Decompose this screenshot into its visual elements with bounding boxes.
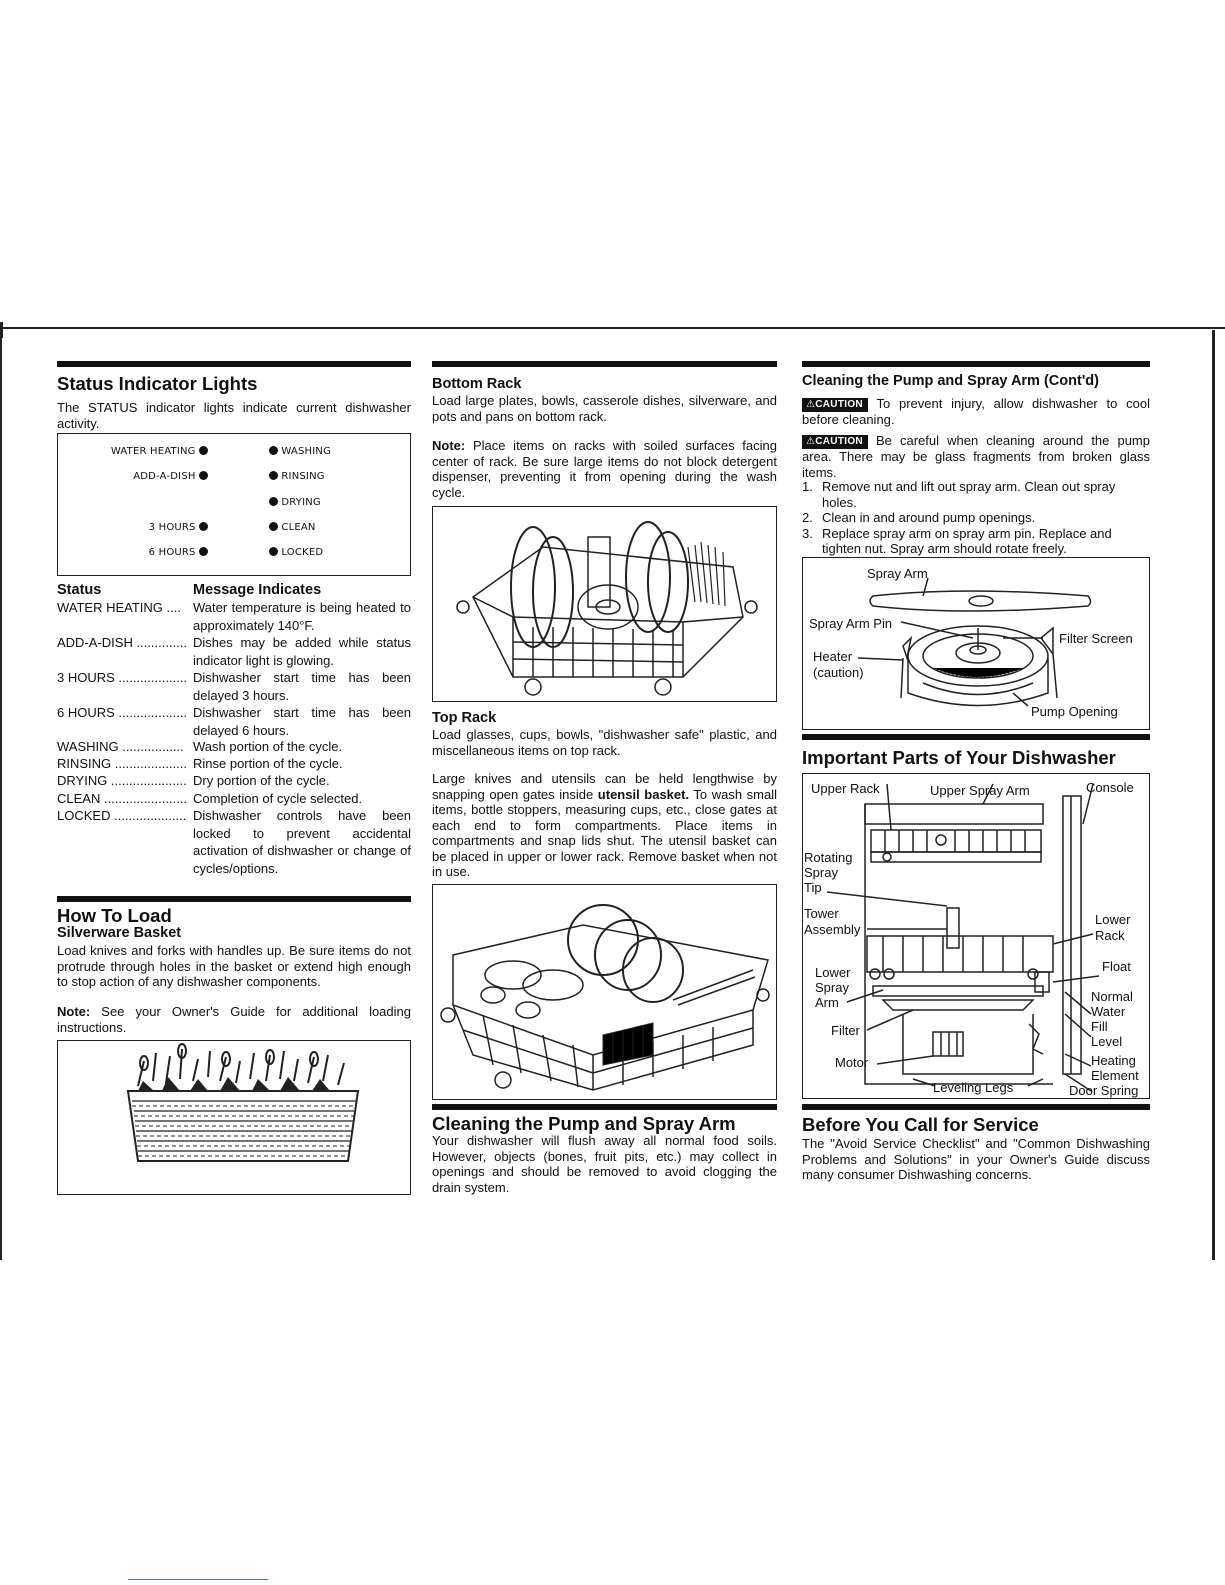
page-top-rule xyxy=(0,327,1225,329)
status-lights-title: Status Indicator Lights xyxy=(57,373,258,394)
label-heater: Heater xyxy=(813,649,853,664)
label-tower: Tower xyxy=(804,906,839,921)
caution-note-2: ⚠CAUTION Be careful when cleaning around the pump area. There may be glass fragments from broken glass items. xyxy=(802,433,1150,480)
indicator-dot-icon xyxy=(269,471,278,480)
label-lower-spray: Lower xyxy=(815,965,851,980)
label-lower: Lower xyxy=(1095,912,1131,927)
label-fill: Fill xyxy=(1091,1019,1108,1034)
status-lights-panel xyxy=(57,433,411,576)
caution-note-1: ⚠CAUTION To prevent injury, allow dishwasher to cool before cleaning. xyxy=(802,396,1150,427)
warning-triangle-icon: ⚠ xyxy=(806,436,816,447)
label-water: Water xyxy=(1091,1004,1126,1019)
section-rule xyxy=(802,734,1150,740)
section-rule xyxy=(802,1104,1150,1110)
utensil-basket-text: Large knives and utensils can be held lengthwise by snapping open gates inside utensil basket. To wash small items, bottle stoppers, measuring cups, etc., close gates at each end to form compartments. Place items in compartments and snap lids shut. The utensil basket can be placed in upper or lower rack. Remove basket when not in use. xyxy=(432,771,778,879)
parts-title: Important Parts of Your Dishwasher xyxy=(802,747,1116,768)
light-washing: WASHING xyxy=(269,446,331,457)
label-pump-opening: Pump Opening xyxy=(1031,704,1118,719)
label-assembly: Assembly xyxy=(804,922,861,937)
silverware-basket-illustration xyxy=(57,1040,411,1195)
light-rinsing: RINSING xyxy=(269,471,325,482)
service-text: The "Avoid Service Checklist" and "Common Dishwashing Problems and Solutions" in your Owner's Guide discuss many consumer Dishwashing concerns. xyxy=(802,1136,1150,1182)
cleaning-steps xyxy=(802,479,1150,557)
service-title: Before You Call for Service xyxy=(802,1114,1039,1135)
step-1: 1. Remove nut and lift out spray arm. Clean out spray holes. xyxy=(802,479,1116,510)
how-to-load-title: How To Load xyxy=(57,905,172,926)
page-left-edge xyxy=(0,330,2,1260)
step-3: 3. Replace spray arm on spray arm pin. Replace and tighten nut. Spray arm should rotate freely. xyxy=(802,525,1112,556)
label-arm: Arm xyxy=(815,995,839,1010)
label-tip: Tip xyxy=(804,880,822,895)
label-filter-screen: Filter Screen xyxy=(1059,631,1133,646)
top-rack-illustration xyxy=(432,884,777,1100)
pump-diagram xyxy=(802,557,1150,730)
label-leveling-legs: Leveling Legs xyxy=(933,1080,1014,1095)
label-float: Float xyxy=(1102,959,1131,974)
section-rule xyxy=(57,361,411,367)
step-2: 2. Clean in and around pump openings. xyxy=(802,510,1036,525)
table-head-status: Status xyxy=(57,582,102,598)
label-console: Console xyxy=(1086,780,1134,795)
bottom-rack-note: Note: Place items on racks with soiled surfaces facing center of rack. Be sure large items do not block detergent dispenser, preventing it from opening during the wash cycle. xyxy=(432,438,777,500)
label-spray-arm: Spray Arm xyxy=(867,566,928,581)
indicator-dot-icon xyxy=(269,446,278,455)
label-heater-caution: (caution) xyxy=(813,665,864,680)
label-heating: Heating xyxy=(1091,1053,1136,1068)
label-filter: Filter xyxy=(831,1023,860,1038)
indicator-dot-icon xyxy=(199,446,208,455)
page-right-edge xyxy=(1212,330,1215,1260)
label-spray: Spray xyxy=(804,865,838,880)
light-locked: LOCKED xyxy=(269,547,323,558)
label-normal: Normal xyxy=(1091,989,1133,1004)
load-note: Note: See your Owner's Guide for additional loading instructions. xyxy=(57,1004,411,1035)
indicator-dot-icon xyxy=(199,471,208,480)
light-3-hours: 3 HOURS xyxy=(58,522,208,533)
light-clean: CLEAN xyxy=(269,522,316,533)
cleaning-cont-title: Cleaning the Pump and Spray Arm (Cont'd) xyxy=(802,373,1099,389)
section-rule xyxy=(432,1104,777,1110)
silverware-basket-title: Silverware Basket xyxy=(57,925,182,941)
bottom-link-line xyxy=(128,1579,268,1580)
light-add-a-dish: ADD-A-DISH xyxy=(58,471,208,482)
light-drying: DRYING xyxy=(269,497,321,508)
label-motor: Motor xyxy=(835,1055,869,1070)
caution-badge: ⚠CAUTION xyxy=(802,398,868,412)
label-spray-arm-pin: Spray Arm Pin xyxy=(809,616,893,631)
bottom-rack-text: Load large plates, bowls, casserole dishes, silverware, and pots and pans on bottom rack. xyxy=(432,393,777,424)
table-head-message: Message Indicates xyxy=(193,582,322,598)
top-rack-text: Load glasses, cups, bowls, "dishwasher safe" plastic, and miscellaneous items on top rack. xyxy=(432,727,777,758)
label-door-spring: Door Spring xyxy=(1069,1083,1139,1098)
warning-triangle-icon: ⚠ xyxy=(806,399,816,410)
silverware-basket-icon xyxy=(58,1041,410,1194)
indicator-dot-icon xyxy=(199,547,208,556)
section-rule xyxy=(57,896,411,902)
light-water-heating: WATER HEATING xyxy=(58,446,208,457)
section-rule xyxy=(432,361,777,367)
indicator-dot-icon xyxy=(269,547,278,556)
parts-diagram xyxy=(802,773,1150,1099)
indicator-dot-icon xyxy=(269,522,278,531)
indicator-dot-icon xyxy=(269,497,278,506)
silverware-text: Load knives and forks with handles up. Be sure items do not protrude through holes in the basket or extend high enough to stop action of any dishwasher components. xyxy=(57,943,411,989)
caution-badge: ⚠CAUTION xyxy=(802,435,868,449)
bottom-rack-icon xyxy=(433,507,776,701)
bottom-rack-illustration xyxy=(432,506,777,702)
label-rotating: Rotating xyxy=(804,850,853,865)
top-rack-icon xyxy=(433,885,776,1099)
label-upper-spray-arm: Upper Spray Arm xyxy=(930,783,1030,798)
label-level: Level xyxy=(1091,1034,1123,1049)
top-rack-title: Top Rack xyxy=(432,710,497,726)
indicator-dot-icon xyxy=(199,522,208,531)
cleaning-text: Your dishwasher will flush away all normal food soils. However, objects (bones, fruit pits, etc.) may collect in openings and should be removed to avoid clogging the drain system. xyxy=(432,1133,777,1195)
label-rack: Rack xyxy=(1095,928,1125,943)
section-rule xyxy=(802,361,1150,367)
label-element: Element xyxy=(1091,1068,1139,1083)
label-upper-rack: Upper Rack xyxy=(811,781,880,796)
status-lights-intro: The STATUS indicator lights indicate current dishwasher activity. xyxy=(57,400,411,431)
light-6-hours: 6 HOURS xyxy=(58,547,208,558)
bottom-rack-title: Bottom Rack xyxy=(432,376,522,392)
label-spray-2: Spray xyxy=(815,980,849,995)
cleaning-title: Cleaning the Pump and Spray Arm xyxy=(432,1113,736,1134)
